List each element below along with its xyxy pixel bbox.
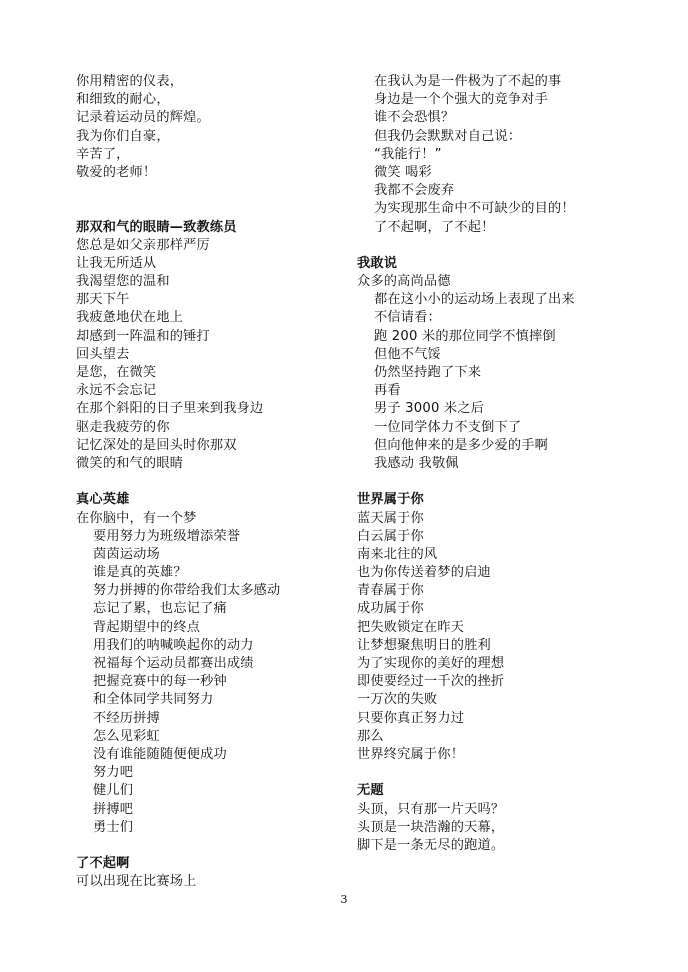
poem-line: 却感到一阵温和的锤打 (76, 328, 210, 344)
poem-line: 南来北往的风 (357, 546, 438, 562)
poem-line: 怎么见彩虹 (93, 728, 160, 744)
poem-title: 我敢说 (357, 255, 398, 271)
poem-line: 不信请看： (374, 310, 441, 326)
poem-line: 辛苦了， (76, 146, 130, 162)
poem-line: 但向他伸来的是多少爱的手啊 (374, 437, 549, 453)
stanza-gap (357, 473, 657, 491)
poem-line: 背起期望中的终点 (93, 619, 201, 635)
poem-line: 跑 200 米的那位同学不慎摔倒 (374, 328, 556, 344)
poem-line: 头顶是一块浩瀚的天幕， (357, 819, 505, 835)
poem-line: 茵茵运动场 (93, 546, 160, 562)
poem-line: 微笑的和气的眼睛 (76, 455, 184, 471)
poem-line: 努力吧 (93, 765, 134, 781)
poem-line: 可以出现在比赛场上 (76, 874, 197, 890)
poem-title: 无题 (357, 783, 384, 799)
poem-line: 男子 3000 米之后 (374, 401, 485, 417)
poem-line: 记忆深处的是回头时你那双 (76, 437, 237, 453)
poem-line: 拼搏吧 (93, 801, 134, 817)
poem-title: 世界属于你 (357, 492, 424, 508)
poem-line: 头顶，只有那一片天吗？ (357, 801, 505, 817)
poem-line: 那么 (357, 728, 384, 744)
stanza-gap (76, 182, 336, 218)
stanza-gap (357, 237, 657, 255)
poem-line: 我都不会废弃 (374, 183, 455, 199)
poem-line: 青春属于你 (357, 583, 424, 599)
poem-line: 是您，在微笑 (76, 365, 157, 381)
poem-line: 一万次的失败 (357, 692, 438, 708)
poem-line: 在那个斜阳的日子里来到我身边 (76, 401, 264, 417)
poem-line: 都在这小小的运动场上表现了出来 (374, 292, 575, 308)
poem-line: 要用努力为班级增添荣誉 (93, 528, 241, 544)
poem-line: 了不起啊，了不起！ (374, 219, 495, 235)
poem-line: 驱走我疲劳的你 (76, 419, 170, 435)
poem-line: 为实现那生命中不可缺少的目的！ (374, 201, 575, 217)
poem-line: 我渴望您的温和 (76, 274, 170, 290)
poem-line: 脚下是一条无尽的跑道。 (357, 837, 505, 853)
poem-line: 微笑 喝彩 (374, 164, 432, 180)
poem-line: 祝福每个运动员都赛出成绩 (93, 656, 254, 672)
stanza-gap (76, 837, 336, 855)
poem-line: 只要你真正努力过 (357, 710, 465, 726)
poem-line: 让梦想聚焦明日的胜利 (357, 637, 491, 653)
poem-line: 忘记了累，也忘记了痛 (93, 601, 227, 617)
poem-line: 即使要经过一千次的挫折 (357, 674, 505, 690)
poem-line: 也为你传送着梦的启迪 (357, 565, 491, 581)
poem-title: 那双和气的眼睛—致教练员 (76, 219, 237, 235)
poem-line: 把失败锁定在昨天 (357, 619, 465, 635)
poem-line: 在你脑中，有一个梦 (76, 510, 197, 526)
poem-line: 谁不会恐惧？ (374, 110, 455, 126)
poem-line: 成功属于你 (357, 601, 424, 617)
poem-line: 记录着运动员的辉煌。 (76, 110, 210, 126)
poem-line: 回头望去 (76, 346, 130, 362)
stanza-gap (357, 764, 657, 782)
poem-line: 勇士们 (93, 819, 134, 835)
poem-line: 我感动 我敬佩 (374, 455, 459, 471)
poem-line: 为了实现你的美好的理想 (357, 656, 505, 671)
poem-line: 敬爱的老师！ (76, 164, 157, 180)
poem-line: 世界终究属于你！ (357, 746, 465, 762)
poem-line: 但他不气馁 (374, 346, 441, 362)
poem-line: 在我认为是一件极为了不起的事 (374, 74, 562, 89)
poem-line: 和细致的耐心， (76, 92, 170, 108)
poem-line: 众多的高尚品德 (357, 274, 451, 290)
poem-line: 不经历拼搏 (93, 710, 160, 726)
right-column (357, 73, 657, 855)
poem-line: 我为你们自豪， (76, 128, 170, 144)
poem-line: 把握竞赛中的每一秒钟 (93, 674, 227, 690)
left-column (76, 73, 336, 891)
poem-line: 你用精密的仪表， (76, 74, 184, 89)
poem-line: 那天下午 (76, 292, 130, 308)
poem-line: 白云属于你 (357, 528, 424, 544)
poem-line: 用我们的呐喊唤起你的动力 (93, 637, 254, 653)
poem-line: “我能行！” (374, 146, 442, 162)
poem-title: 了不起啊 (76, 856, 130, 872)
poem-line: 永远不会忘记 (76, 383, 157, 399)
poem-line: 再看 (374, 383, 401, 399)
page-number: 3 (340, 893, 348, 906)
poem-line: 仍然坚持跑了下来 (374, 365, 482, 380)
poem-line: 谁是真的英雄？ (93, 565, 187, 581)
poem-line: 和全体同学共同努力 (93, 692, 214, 708)
stanza-gap (76, 473, 336, 491)
poem-line: 我疲惫地伏在地上 (76, 310, 184, 326)
poem-line: 努力拼搏的你带给我们太多感动 (93, 583, 281, 599)
poem-line: 但我仍会默默对自己说： (374, 128, 522, 144)
poem-line: 让我无所适从 (76, 255, 157, 271)
poem-line: 身边是一个个强大的竞争对手 (374, 92, 549, 108)
poem-title: 真心英雄 (76, 492, 130, 508)
poem-line: 您总是如父亲那样严厉 (76, 237, 210, 253)
poem-line: 健儿们 (93, 783, 134, 799)
poem-line: 一位同学体力不支倒下了 (374, 419, 522, 435)
poem-line: 蓝天属于你 (357, 510, 424, 526)
poem-line: 没有谁能随随便便成功 (93, 746, 227, 762)
